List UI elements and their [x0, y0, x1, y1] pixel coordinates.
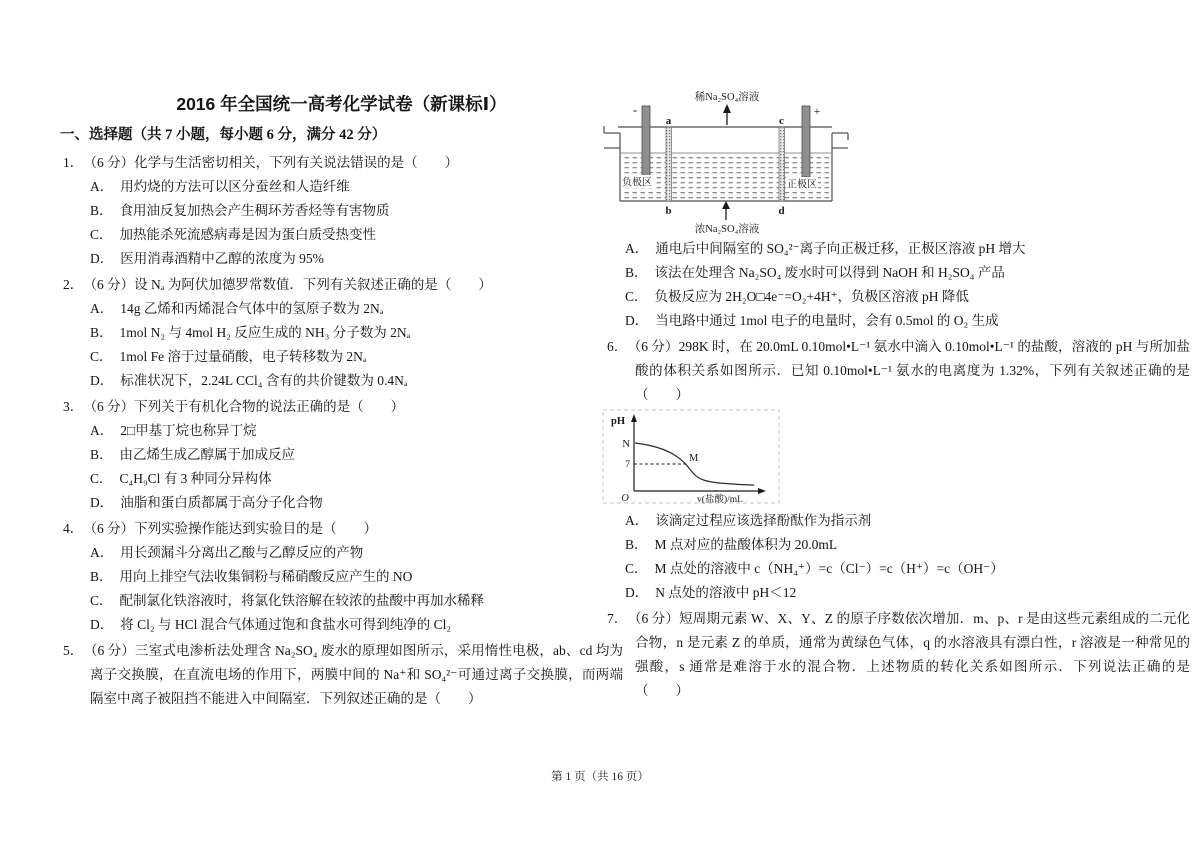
- electrodialysis-diagram: [600, 85, 852, 235]
- option-b: [60, 199, 623, 223]
- question-stem: [60, 151, 623, 175]
- option-text: 该法在处理含 Na₂SO₄ 废水时可以得到 NaOH 和 H₂SO₄ 产品: [654, 265, 1005, 280]
- option-label: C．: [90, 349, 113, 364]
- option-text: 标准状况下，2.24L CCl₄ 含有的共价键数为 0.4Nₐ: [120, 373, 408, 388]
- option-label: D．: [90, 617, 114, 632]
- option-b: [60, 443, 623, 467]
- option-d: [600, 309, 1190, 333]
- top-arrow-head: [723, 104, 731, 113]
- option-a: [60, 419, 623, 443]
- option-a: [60, 297, 623, 321]
- option-label: C．: [90, 471, 113, 486]
- y-axis-arrow: [631, 414, 637, 422]
- option-label: B．: [90, 569, 113, 584]
- question-number: 4．: [63, 521, 84, 536]
- option-text: 用灼烧的方法可以区分蚕丝和人造纤维: [120, 179, 350, 194]
- question-stem-text: （6 分）下列实验操作能达到实验目的是（ ）: [90, 521, 378, 536]
- option-text: 配制氯化铁溶液时，将氯化铁溶解在较浓的盐酸中再加水稀释: [119, 593, 485, 608]
- origin-label: O: [621, 493, 629, 504]
- option-label: B．: [90, 325, 113, 340]
- seven-tick-label: 7: [625, 460, 630, 470]
- question-number: 1．: [63, 155, 84, 170]
- option-text: 当电路中通过 1mol 电子的电量时，会有 0.5mol 的 O₂ 生成: [655, 313, 999, 328]
- bottom-arrow-head: [722, 201, 730, 209]
- x-axis-label: v(盐酸)/mL: [697, 495, 743, 505]
- option-d: [60, 613, 623, 637]
- right-region-label: 正极区: [787, 179, 817, 191]
- option-text: 食用油反复加热会产生稠环芳香烃等有害物质: [119, 203, 390, 218]
- option-c: [60, 589, 623, 613]
- option-label: C．: [90, 227, 113, 242]
- option-label: D．: [90, 495, 114, 510]
- option-b: [600, 261, 1190, 285]
- option-c: [60, 345, 623, 369]
- ph-titration-chart: [602, 409, 780, 505]
- option-b: [600, 533, 1190, 557]
- question-number: 5．: [63, 643, 84, 658]
- option-text: 用向上排空气法收集铜粉与稀硝酸反应产生的 NO: [119, 569, 413, 584]
- question-stem-text: （6 分）下列关于有机化合物的说法正确的是（ ）: [90, 399, 405, 414]
- left-column: [60, 92, 626, 713]
- page-number-footer: 第 1 页（共 16 页）: [551, 771, 649, 783]
- y-axis-label: pH: [611, 416, 626, 427]
- option-label: D．: [625, 585, 649, 600]
- option-a: [600, 509, 1190, 533]
- option-text: M 点处的溶液中 c（NH₄⁺）=c（Cl⁻）=c（H⁺）=c（OH⁻）: [654, 561, 1004, 576]
- question-5: [60, 639, 623, 711]
- negative-sign: -: [632, 102, 638, 117]
- m-point-label: M: [689, 453, 699, 464]
- question-stem-text: （6 分）短周期元素 W、X、Y、Z 的原子序数依次增加．m、p、r 是由这些元素组成的二元化合物，n 是元素 Z 的单质，通常为黄绿色气体，q 的水溶液具有漂白性，r 溶液是一种常见的强酸，s 通常是难溶于水的混合物．上述物质的转化关系如图所示．下列说法正确的是（ ）: [634, 611, 1191, 698]
- option-d: [60, 247, 623, 271]
- question-3: [60, 395, 626, 515]
- membrane-cd: [779, 127, 785, 201]
- membrane-label-b: b: [665, 205, 672, 217]
- question-4: [60, 517, 623, 637]
- option-text: C₄H₉Cl 有 3 种同分异构体: [119, 471, 272, 486]
- option-label: A．: [90, 423, 114, 438]
- option-a: [60, 541, 623, 565]
- option-text: 医用消毒酒精中乙醇的浓度为 95%: [120, 251, 324, 266]
- option-text: 该滴定过程应该选择酚酞作为指示剂: [655, 513, 872, 528]
- option-c: [60, 467, 623, 491]
- option-text: 2□甲基丁烷也称异丁烷: [120, 423, 257, 438]
- n-point-label: N: [622, 439, 630, 450]
- option-label: D．: [625, 313, 649, 328]
- negative-electrode: [642, 106, 650, 177]
- question-number: 2．: [63, 277, 84, 292]
- question-7: [600, 607, 1190, 703]
- option-label: A．: [90, 179, 114, 194]
- option-label: A．: [625, 513, 649, 528]
- question-stem: [60, 395, 623, 419]
- question-6: [600, 335, 1190, 407]
- option-label: D．: [90, 251, 114, 266]
- left-region-label: 负极区: [622, 177, 652, 189]
- option-text: 14g 乙烯和丙烯混合气体中的氢原子数为 2Nₐ: [120, 301, 384, 316]
- positive-sign: +: [813, 104, 821, 118]
- membrane-label-a: a: [665, 115, 672, 127]
- option-text: 油脂和蛋白质都属于高分子化合物: [120, 495, 323, 510]
- diagram-top-label: 稀Na₂SO₄溶液: [694, 92, 760, 103]
- question-stem: [600, 335, 1190, 407]
- question-5-options: [600, 237, 1190, 333]
- option-text: 用长颈漏斗分离出乙酸与乙醇反应的产物: [120, 545, 364, 560]
- option-b: [60, 565, 623, 589]
- positive-electrode: [802, 106, 810, 177]
- question-stem: [60, 639, 623, 711]
- option-label: C．: [625, 289, 648, 304]
- option-label: D．: [90, 373, 114, 388]
- question-number: 7．: [607, 611, 628, 626]
- option-text: N 点处的溶液中 pH＜12: [655, 585, 797, 600]
- question-stem-text: （6 分）设 Nₐ 为阿伏加德罗常数值．下列有关叙述正确的是（ ）: [90, 277, 492, 292]
- option-text: 通电后中间隔室的 SO₄²⁻离子向正极迁移，正极区溶液 pH 增大: [655, 241, 1026, 256]
- question-2: [60, 273, 623, 393]
- right-column: [600, 85, 1190, 705]
- option-label: A．: [90, 301, 114, 316]
- option-label: B．: [90, 447, 113, 462]
- option-label: C．: [625, 561, 648, 576]
- option-text: 1mol N₂ 与 4mol H₂ 反应生成的 NH₃ 分子数为 2Nₐ: [119, 325, 411, 340]
- x-axis-arrow: [758, 488, 766, 494]
- membrane-label-d: d: [778, 205, 785, 217]
- question-stem: [60, 517, 623, 541]
- option-a: [600, 237, 1190, 261]
- option-a: [60, 175, 623, 199]
- question-number: 6．: [607, 339, 628, 354]
- option-text: 加热能杀死流感病毒是因为蛋白质受热变性: [119, 227, 377, 242]
- option-text: 由乙烯生成乙醇属于加成反应: [119, 447, 296, 462]
- option-text: 将 Cl₂ 与 HCl 混合气体通过饱和食盐水可得到纯净的 Cl₂: [120, 617, 452, 632]
- option-c: [600, 285, 1190, 309]
- membrane-ab: [666, 127, 672, 201]
- option-text: 负极反应为 2H₂O□4e⁻=O₂+4H⁺，负极区溶液 pH 降低: [654, 289, 969, 304]
- option-label: B．: [625, 537, 648, 552]
- option-label: A．: [625, 241, 649, 256]
- option-text: 1mol Fe 溶于过量硝酸，电子转移数为 2Nₐ: [119, 349, 367, 364]
- diagram-bottom-label: 浓Na₂SO₄溶液: [694, 224, 760, 235]
- question-stem-text: （6 分）三室式电渗析法处理含 Na₂SO₄ 废水的原理如图所示，采用惰性电极，ab、cd 均为离子交换膜，在直流电场的作用下，两膜中间的 Na⁺和 SO₄²⁻可通过离子交换膜，而两端隔室中离子被阻挡不能进入中间隔室．下列叙述正确的是（ ）: [90, 643, 624, 706]
- question-stem-text: （6 分）298K 时，在 20.0mL 0.10mol•L⁻¹ 氨水中滴入 0.10mol•L⁻¹ 的盐酸，溶液的 pH 与所加盐酸的体积关系如图所示．已知 0.10mol•L⁻¹ 氨水的电离度为 1.32%，下列有关叙述正确的是（ ）: [634, 339, 1190, 402]
- membrane-label-c: c: [779, 115, 784, 127]
- question-6-options: [600, 509, 1190, 605]
- option-label: A．: [90, 545, 114, 560]
- option-text: M 点对应的盐酸体积为 20.0mL: [654, 537, 838, 552]
- option-d: [600, 581, 1190, 605]
- option-label: B．: [625, 265, 648, 280]
- section-heading: 一、选择题（共 7 小题，每小题 6 分，满分 42 分）: [60, 127, 387, 143]
- option-label: B．: [90, 203, 113, 218]
- option-b: [60, 321, 623, 345]
- option-c: [60, 223, 623, 247]
- question-1: [60, 151, 623, 271]
- option-c: [600, 557, 1190, 581]
- question-stem-text: （6 分）化学与生活密切相关，下列有关说法错误的是（ ）: [90, 155, 459, 170]
- option-d: [60, 491, 623, 515]
- option-d: [60, 369, 623, 393]
- question-number: 3．: [63, 399, 84, 414]
- question-stem: [600, 607, 1190, 703]
- option-label: C．: [90, 593, 113, 608]
- question-stem: [60, 273, 623, 297]
- page-title: 2016 年全国统一高考化学试卷（新课标Ⅰ）: [176, 94, 507, 114]
